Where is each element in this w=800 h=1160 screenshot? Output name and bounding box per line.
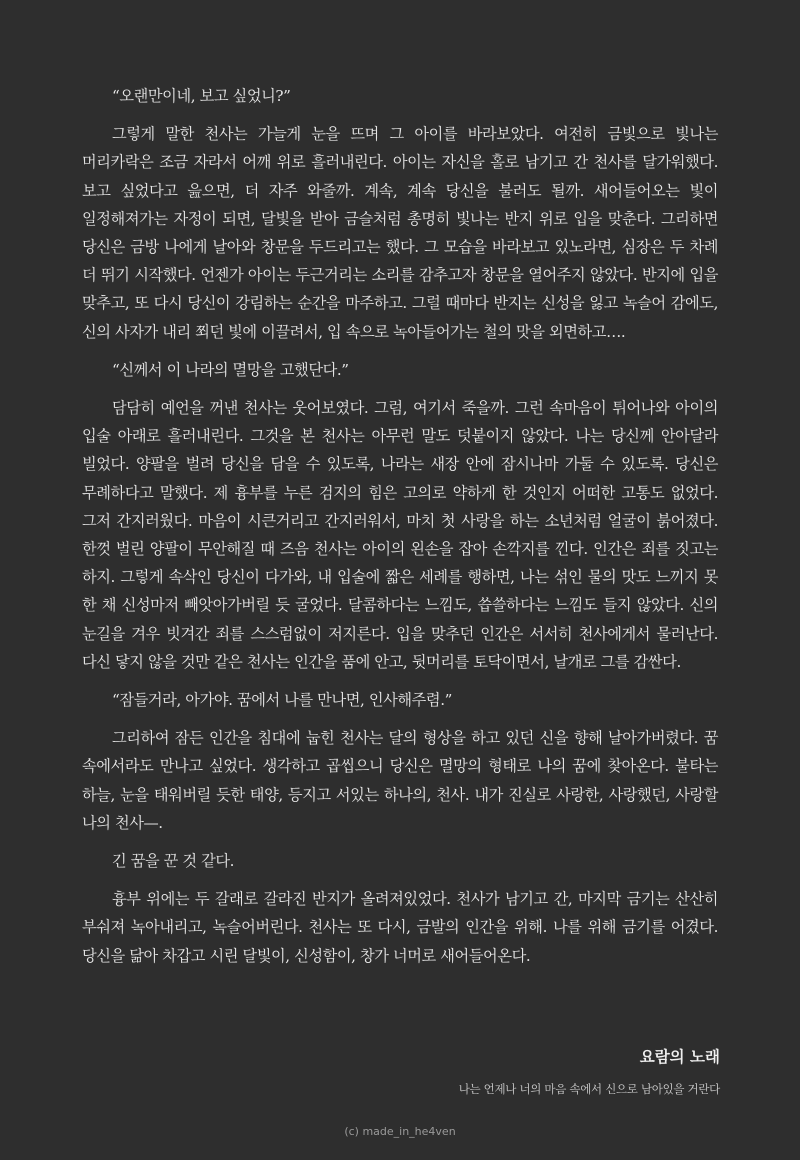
- dialogue-line-3: “잠들거라, 아가야. 꿈에서 나를 만나면, 인사해주렴.”: [112, 691, 453, 710]
- copyright-credit: (c) made_in_he4ven: [344, 1125, 456, 1138]
- paragraph-4: 흉부 위에는 두 갈래로 갈라진 반지가 올려져있었다. 천사가 남기고 간, 마지막 금기는 산산히 부숴져 녹아내리고, 녹슬어버린다. 천사는 또 다시, 금발의 인간을 위해. 나를 위해 금기를 어겼다. 당신을 닮아 차갑고 시린 달빛이, 신성함이, 창가 너머로 새어들어온다.: [82, 890, 718, 965]
- dialogue-line-2: “신께서 이 나라의 멸망을 고했단다.”: [112, 360, 349, 379]
- short-line: 긴 꿈을 꾼 것 같다.: [112, 852, 235, 871]
- title-block: [459, 1045, 720, 1097]
- paragraph-2: 담담히 예언을 꺼낸 천사는 웃어보였다. 그럼, 여기서 죽을까. 그런 속마음이 튀어나와 아이의 입술 아래로 흘러내린다. 그것을 본 천사는 아무런 말도 덧붙이지 않았다. 나는 당신께 안아달라 빌었다. 양팔을 벌려 당신을 담을 수 있도록, 나라는 새장 안에 잠시나마 가둘 수 있도록. 당신은 무례하다고 말했다. 제 흉부를 누른 검지의 힘은 고의로 약하게 한 것인지 어떠한 고통도 없었다. 그저 간지러웠다. 마음이 시큰거리고 간지러워서, 마치 첫 사랑을 하는 소년처럼 얼굴이 붉어졌다. 한껏 벌린 양팔이 무안해질 때 즈음 천사는 아이의 왼손을 잡아 손깍지를 낀다. 인간은 죄를 짓고는 하지. 그렇게 속삭인 당신이 다가와, 내 입술에 짧은 세례를 행하면, 나는 섞인 물의 맛도 느끼지 못 한 채 신성마저 빼앗아가버릴 듯 굴었다. 달콤하다는 느낌도, 씁쓸하다는 느낌도 들지 않았다. 신의 눈길을 겨우 빗겨간 죄를 스스럼없이 저지른다. 입을 맞추던 인간은 서서히 천사에게서 물러난다. 다신 닿지 않을 것만 같은 천사는 인간을 품에 안고, 뒷머리를 토닥이면서, 날개로 그를 감싼다.: [82, 399, 718, 671]
- paragraph-1: 그렇게 말한 천사는 가늘게 눈을 뜨며 그 아이를 바라보았다. 여전히 금빛으로 빛나는 머리카락은 조금 자라서 어깨 위로 흘러내린다. 아이는 자신을 홀로 남기고 간 천사를 달가워했다. 보고 싶었다고 읊으면, 더 자주 와줄까. 계속, 계속 당신을 불러도 될까. 새어들어오는 빛이 일정해져가는 자정이 되면, 달빛을 받아 금슬처럼 총명히 빛나는 반지 위로 입을 맞춘다. 그리하면 당신은 금방 나에게 날아와 창문을 두드리고는 했다. 그 모습을 바라보고 있노라면, 심장은 두 차례 더 뛰기 시작했다. 언젠가 아이는 두근거리는 소리를 감추고자 창문을 열어주지 않았다. 반지에 입을 맞추고, 또 다시 당신이 강림하는 순간을 마주하고. 그럴 때마다 반지는 신성을 잃고 녹슬어 감에도, 신의 사자가 내리 쬐던 빛에 이끌려서, 입 속으로 녹아들어가는 철의 맛을 외면하고….: [82, 125, 718, 341]
- story-text: [82, 82, 718, 970]
- paragraph-3: 그리하여 잠든 인간을 침대에 눕힌 천사는 달의 형상을 하고 있던 신을 향해 날아가버렸다. 꿈 속에서라도 만나고 싶었다. 생각하고 곱씹으니 당신은 멸망의 형태로 나의 꿈에 찾아온다. 불타는 하늘, 눈을 태워버릴 듯한 태양, 등지고 서있는 하나의, 천사. 내가 진실로 사랑한, 사랑했던, 사랑할 나의 천사—.: [82, 729, 718, 832]
- story-subtitle: 나는 언제나 너의 마음 속에서 신으로 남아있을 거란다: [458, 1082, 720, 1096]
- story-title: 요람의 노래: [639, 1048, 720, 1066]
- dialogue-line-1: “오랜만이네, 보고 싶었니?”: [112, 87, 291, 105]
